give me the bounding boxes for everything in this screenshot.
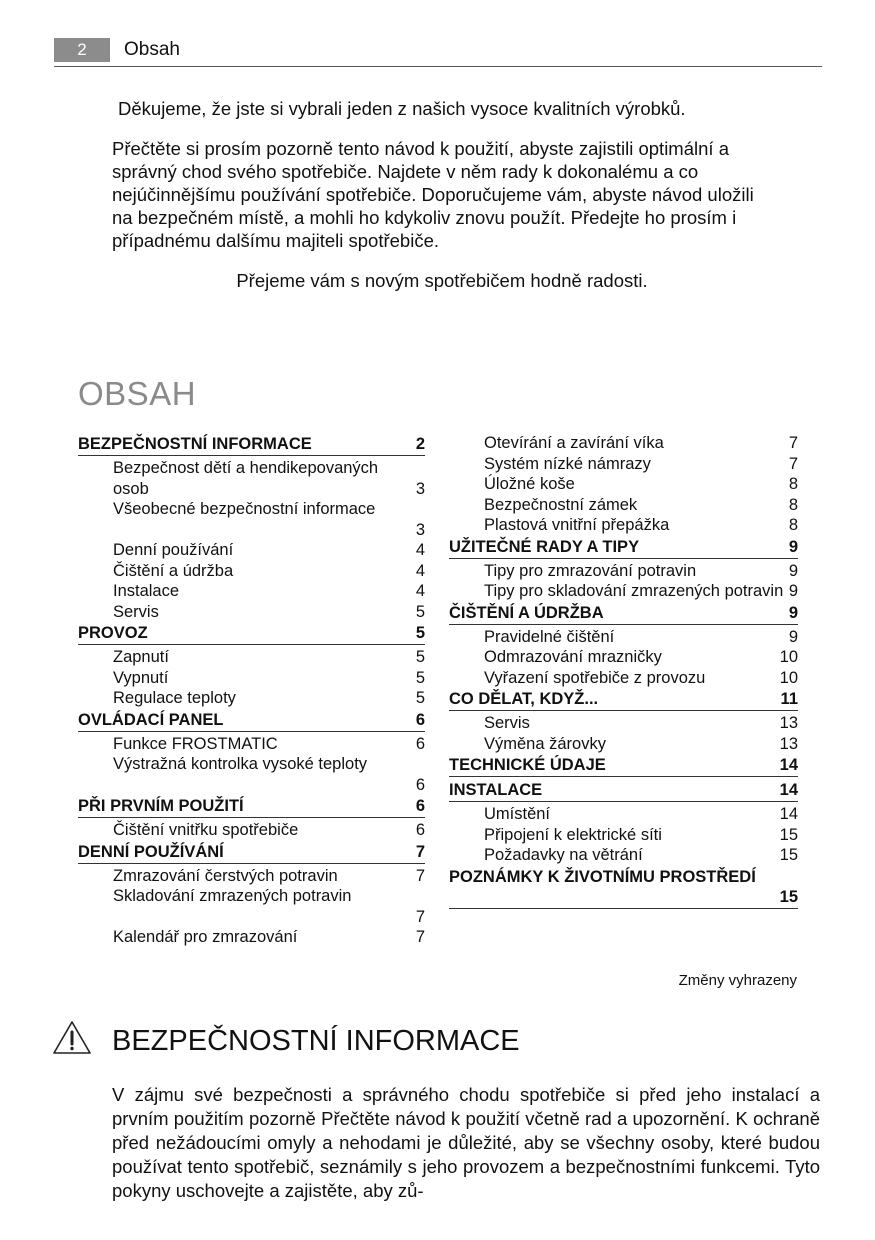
toc-entry[interactable] [78,820,425,841]
toc-entry-page: 10 [779,648,798,666]
toc-section-page: 14 [779,781,798,799]
toc-entry-text: Všeobecné bezpečnostní informace [113,500,376,518]
toc-entry-text: Pravidelné čištění [484,627,615,646]
toc-entry[interactable] [78,540,425,561]
toc-section-title: ČIŠTĚNÍ A ÚDRŽBA [449,603,604,622]
toc-section[interactable] [449,779,798,802]
toc-entry[interactable] [449,495,798,516]
toc-section[interactable] [78,795,425,818]
toc-entry-page: 8 [788,495,798,514]
toc-entry-page: 5 [415,668,425,687]
toc-entry-text: Bezpečnostní zámek [484,495,638,514]
toc-entry[interactable] [449,474,798,495]
toc-entry-page: 3 [415,520,425,539]
toc-entry[interactable] [449,668,798,689]
toc-section-page: 11 [780,690,798,708]
toc-entry[interactable] [78,602,425,623]
toc-section[interactable] [78,622,425,645]
toc-section-page: 9 [788,537,798,556]
toc-entry-page: 6 [415,821,425,839]
intro-body: Přečtěte si prosím pozorně tento návod k použití, abyste zajistili optimální a správný chod svého spotřebiče. Najdete v něm rady k dokonalému a co nejúčinnějšímu používání spotřebiče. Doporučujeme vám, abyste návod uložili na bezpečném místě, a mohli ho kdykoliv znovu použít. Předejte ho prosím i případnému dalšímu majiteli spotřebiče. [112,138,754,251]
toc-entry-text: Odmrazování mrazničky [484,648,662,666]
toc-entry-text: Tipy pro zmrazování potravin [484,561,697,580]
toc-entry-page: 13 [779,714,798,732]
toc-entry[interactable] [449,627,798,648]
intro [112,97,772,292]
toc-entry[interactable] [78,668,425,689]
toc-entry-text: Vyřazení spotřebiče z provozu [484,668,706,687]
toc-heading: OBSAH [78,375,197,412]
toc-section-title: BEZPEČNOSTNÍ INFORMACE [78,435,312,453]
warning-triangle-icon [52,1020,92,1056]
toc-entry-page: 4 [415,582,425,600]
toc-section-page: 7 [415,842,425,861]
toc-section[interactable] [449,866,798,909]
toc-entry-page: 15 [779,825,798,844]
toc-entry-text: Tipy pro skladování zmrazených potravin [484,582,784,600]
toc-section[interactable] [449,536,798,559]
toc-entry[interactable] [449,581,798,602]
toc-section-page: 2 [415,435,425,453]
toc-entry[interactable] [78,688,425,709]
toc-section-title: PŘI PRVNÍM POUŽITÍ [78,797,244,815]
toc-section[interactable] [449,602,798,625]
toc-entry-text: Připojení k elektrické síti [484,825,662,844]
toc-entry-page: 7 [415,928,425,946]
toc-section-page: 9 [788,603,798,622]
toc-entry[interactable] [449,433,798,454]
toc-entry[interactable] [78,647,425,668]
header-title: Obsah [124,39,180,60]
page-number: 2 [54,38,110,62]
toc-section-title: TECHNICKÉ ÚDAJE [449,756,606,774]
toc-entry[interactable] [78,561,425,582]
toc-entry[interactable] [78,734,425,755]
toc-entry-text: Bezpečnost dětí a hendikepovaných osob [113,459,379,498]
safety-heading: BEZPEČNOSTNÍ INFORMACE [112,1025,520,1057]
toc-entry-page: 7 [788,454,798,473]
toc-section-title: PROVOZ [78,624,148,642]
toc-section[interactable] [449,688,798,711]
toc-entry[interactable] [449,713,798,734]
toc-entry-page: 7 [415,866,425,885]
toc-section[interactable] [78,433,425,456]
toc-entry[interactable] [78,458,425,499]
toc-entry-page: 4 [415,561,425,580]
toc-entry-text: Zmrazování čerstvých potravin [113,866,338,885]
toc-entry-text: Čištění vnitřku spotřebiče [113,821,299,839]
toc-entry[interactable] [78,581,425,602]
toc-entry[interactable] [449,825,798,846]
changes-note: Změny vyhrazeny [678,972,797,989]
toc-entry-page: 5 [415,689,425,707]
toc-entry[interactable] [78,754,425,795]
toc-section[interactable] [78,709,425,732]
toc-entry[interactable] [78,927,425,948]
toc-entry-page: 7 [788,434,798,452]
toc-entry[interactable] [449,515,798,536]
toc-entry[interactable] [449,561,798,582]
toc-entry-page: 6 [415,775,425,794]
toc-section-title: POZNÁMKY K ŽIVOTNÍMU PROSTŘEDÍ [449,867,756,886]
toc-entry-page: 9 [788,561,798,580]
toc-section-page: 5 [415,624,425,642]
toc-entry[interactable] [78,866,425,887]
safety-body [112,1083,820,1203]
toc-section[interactable] [78,841,425,864]
toc-section-page: 6 [415,710,425,729]
toc-entry[interactable] [449,845,798,866]
toc-entry-page: 5 [415,602,425,621]
toc-entry[interactable] [449,804,798,825]
toc-entry-text: Vypnutí [113,668,169,687]
toc-entry-page: 4 [415,541,425,559]
toc-entry-text: Plastová vnitřní přepážka [484,516,670,534]
toc-left-column [78,433,425,948]
toc-entry-page: 5 [415,648,425,666]
toc-section-title: UŽITEČNÉ RADY A TIPY [449,537,640,556]
toc-entry-text: Skladování zmrazených potravin [113,887,352,905]
toc-entry-text: Systém nízké námrazy [484,454,651,473]
toc-entry-page: 9 [788,582,798,600]
toc-section-title: CO DĚLAT, KDYŽ... [449,690,599,708]
toc-entry-text: Zapnutí [113,648,169,666]
intro-thanks: Děkujeme, že jste si vybrali jeden z našich vysoce kvalitních výrobků. [118,98,686,119]
toc-entry-page: 9 [788,627,798,646]
toc-section-page: 15 [779,887,798,906]
toc-entry[interactable] [78,886,425,927]
toc-section[interactable] [449,754,798,777]
toc-section-title: DENNÍ POUŽÍVÁNÍ [78,842,224,861]
toc-entry-text: Regulace teploty [113,689,236,707]
toc-entry-text: Výstražná kontrolka vysoké teploty [113,755,368,773]
toc-entry-text: Umístění [484,805,551,823]
toc-entry-text: Výměna žárovky [484,734,606,753]
toc-entry-text: Funkce FROSTMATIC [113,734,278,753]
toc-entry-page: 14 [779,805,798,823]
toc-right-column [449,433,798,911]
toc-section-title: INSTALACE [449,781,543,799]
toc-entry-text: Servis [113,602,159,621]
page-header [54,38,822,67]
toc-entry-text: Úložné koše [484,475,575,493]
toc-entry[interactable] [449,454,798,475]
toc-entry-text: Kalendář pro zmrazování [113,928,298,946]
toc-entry-text: Čištění a údržba [113,561,234,580]
toc-entry-text: Požadavky na větrání [484,846,643,864]
toc-entry-page: 6 [415,734,425,753]
toc-entry[interactable] [78,499,425,540]
toc-entry-page: 15 [779,846,798,864]
toc-entry-text: Otevírání a zavírání víka [484,434,664,452]
toc-section-page: 6 [415,797,425,815]
toc-entry-page: 3 [415,479,425,498]
toc-entry-text: Servis [484,714,530,732]
toc-section-title: OVLÁDACÍ PANEL [78,710,224,729]
toc-entry-page: 7 [415,907,425,926]
toc-entry[interactable] [449,647,798,668]
toc-entry-page: 8 [788,516,798,534]
toc-entry-page: 13 [779,734,798,753]
safety-body-text: V zájmu své bezpečnosti a správného chodu spotřebiče si před jeho instalací a prvním použitím pozorně Přečtěte návod k použití včetně rad a upozornění. K ochraně před nežádoucími omyly a nehodami je důležité, aby se všechny osoby, které budou používat tento spotřebič, seznámily s jeho provozem a bezpečnostními funkcemi. Tyto pokyny uschovejte a zajistěte, aby zů- [112,1084,820,1201]
toc-entry-page: 8 [788,475,798,493]
toc-entry-text: Denní používání [113,541,234,559]
toc-entry-page: 10 [779,668,798,687]
intro-wish: Přejeme vám s novým spotřebičem hodně radosti. [236,270,648,291]
toc-entry-text: Instalace [113,582,180,600]
toc-section-page: 14 [779,756,798,774]
toc-entry[interactable] [449,734,798,755]
